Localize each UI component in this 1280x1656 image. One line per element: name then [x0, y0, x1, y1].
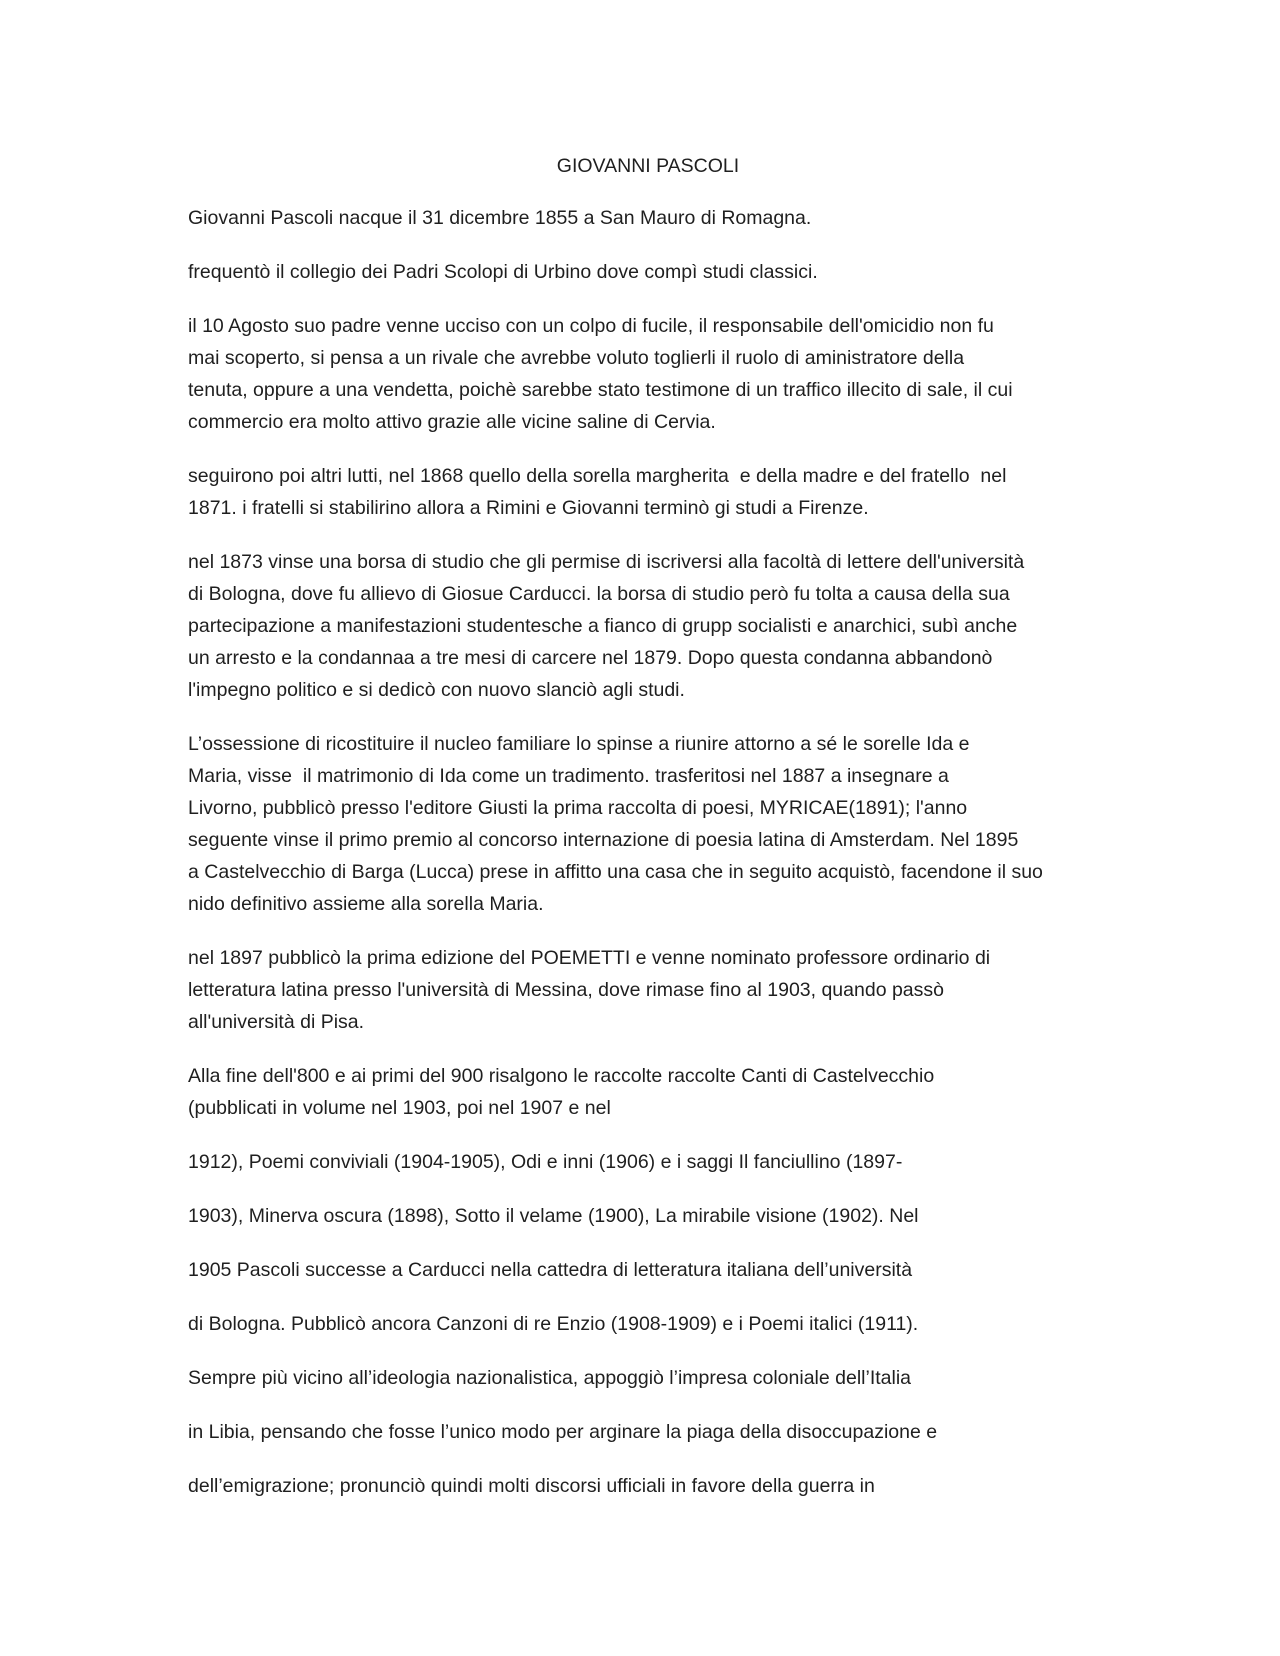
text-line: un arresto e la condannaa a tre mesi di carcere nel 1879. Dopo questa condanna abbandonò: [188, 647, 993, 669]
text-line: Livorno, pubblicò presso l'editore Giusti la prima raccolta di poesi, MYRICAE(1891); l'anno: [188, 797, 968, 819]
text-line: l'impegno politico e si dedicò con nuovo slanciò agli studi.: [188, 679, 685, 701]
paragraph: [188, 942, 1108, 1038]
text-line: nel 1873 vinse una borsa di studio che gli permise di iscriversi alla facoltà di lettere dell'università: [188, 551, 1025, 573]
document-body: [188, 202, 1108, 1502]
paragraph: [188, 1470, 1108, 1502]
paragraph: [188, 1362, 1108, 1394]
text-line: (pubblicati in volume nel 1903, poi nel 1907 e nel: [188, 1097, 611, 1119]
paragraph: [188, 1254, 1108, 1286]
text-line: Maria, visse il matrimonio di Ida come un tradimento. trasferitosi nel 1887 a insegnare a: [188, 765, 949, 787]
document-title: GIOVANNI PASCOLI: [556, 155, 740, 177]
paragraph: [188, 546, 1108, 706]
text-line: commercio era molto attivo grazie alle vicine saline di Cervia.: [188, 411, 716, 433]
paragraph: [188, 202, 1108, 234]
text-line: nido definitivo assieme alla sorella Maria.: [188, 893, 544, 915]
paragraph: [188, 1060, 1108, 1124]
text-line: 1905 Pascoli successe a Carducci nella cattedra di letteratura italiana dell’università: [188, 1259, 913, 1281]
text-line: L’ossessione di ricostituire il nucleo familiare lo spinse a riunire attorno a sé le sorelle Ida e: [188, 733, 970, 755]
paragraph: [188, 256, 1108, 288]
text-line: 1912), Poemi conviviali (1904-1905), Odi e inni (1906) e i saggi Il fanciullino (1897-: [188, 1151, 903, 1173]
text-line: Sempre più vicino all’ideologia nazionalistica, appoggiò l’impresa coloniale dell’Italia: [188, 1367, 912, 1389]
text-line: dell’emigrazione; pronunciò quindi molti discorsi ufficiali in favore della guerra in: [188, 1475, 875, 1497]
paragraph: [188, 728, 1108, 920]
paragraph: [188, 1416, 1108, 1448]
document-page: [188, 150, 1108, 1524]
text-line: di Bologna, dove fu allievo di Giosue Carducci. la borsa di studio però fu tolta a causa della sua: [188, 583, 1010, 605]
text-line: Giovanni Pascoli nacque il 31 dicembre 1855 a San Mauro di Romagna.: [188, 207, 812, 229]
paragraph: [188, 310, 1108, 438]
text-line: tenuta, oppure a una vendetta, poichè sarebbe stato testimone di un traffico illecito di sale, il cui: [188, 379, 1013, 401]
text-line: in Libia, pensando che fosse l’unico modo per arginare la piaga della disoccupazione e: [188, 1421, 938, 1443]
text-line: nel 1897 pubblicò la prima edizione del POEMETTI e venne nominato professore ordinario di: [188, 947, 991, 969]
text-line: 1871. i fratelli si stabilirino allora a Rimini e Giovanni terminò gi studi a Firenze.: [188, 497, 869, 519]
text-line: di Bologna. Pubblicò ancora Canzoni di re Enzio (1908-1909) e i Poemi italici (1911).: [188, 1313, 919, 1335]
text-line: 1903), Minerva oscura (1898), Sotto il velame (1900), La mirabile visione (1902). Nel: [188, 1205, 919, 1227]
text-line: seguirono poi altri lutti, nel 1868 quello della sorella margherita e della madre e del fratello nel: [188, 465, 1007, 487]
text-line: all'università di Pisa.: [188, 1011, 365, 1033]
text-line: Alla fine dell'800 e ai primi del 900 risalgono le raccolte raccolte Canti di Castelvecchio: [188, 1065, 935, 1087]
text-line: mai scoperto, si pensa a un rivale che avrebbe voluto toglierli il ruolo di aministratore della: [188, 347, 965, 369]
paragraph: [188, 1146, 1108, 1178]
paragraph: [188, 1308, 1108, 1340]
text-line: partecipazione a manifestazioni studentesche a fianco di grupp socialisti e anarchici, subì anche: [188, 615, 1018, 637]
paragraph: [188, 460, 1108, 524]
text-line: frequentò il collegio dei Padri Scolopi di Urbino dove compì studi classici.: [188, 261, 818, 283]
paragraph: [188, 1200, 1108, 1232]
text-line: a Castelvecchio di Barga (Lucca) prese in affitto una casa che in seguito acquistò, facendone il suo: [188, 861, 1043, 883]
text-line: seguente vinse il primo premio al concorso internazione di poesia latina di Amsterdam. Nel 1895: [188, 829, 1019, 851]
text-line: il 10 Agosto suo padre venne ucciso con un colpo di fucile, il responsabile dell'omicidio non fu: [188, 315, 994, 337]
text-line: letteratura latina presso l'università di Messina, dove rimase fino al 1903, quando passò: [188, 979, 944, 1001]
